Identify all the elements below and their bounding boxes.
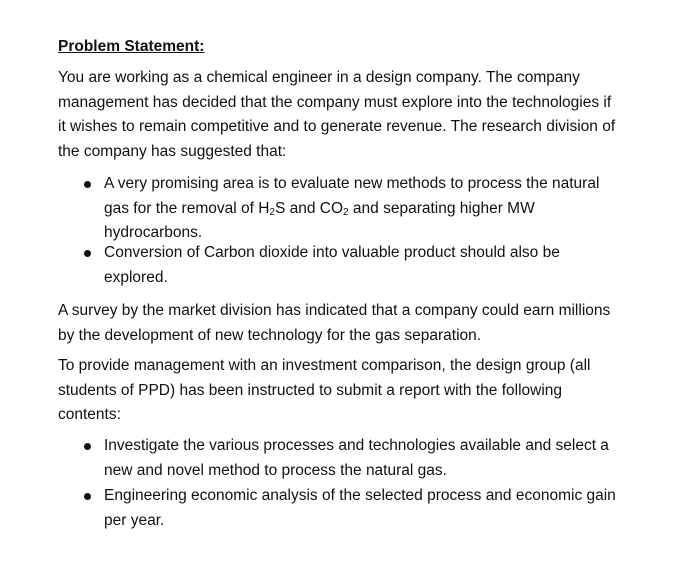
intro-line: it wishes to remain competitive and to generate revenue. The research division of xyxy=(58,118,616,135)
suggestion-line: explored. xyxy=(104,268,168,286)
investment-paragraph xyxy=(58,354,658,428)
bullet-dot xyxy=(84,443,91,450)
suggestion-item xyxy=(104,172,664,246)
survey-line: A survey by the market division has indicated that a company could earn millions xyxy=(58,302,611,319)
suggestion-line: hydrocarbons. xyxy=(104,224,203,241)
bullet-dot xyxy=(84,250,91,257)
contents-line: Investigate the various processes and technologies available and select a xyxy=(104,437,609,454)
intro-line: the company has suggested that: xyxy=(58,142,287,160)
survey-paragraph xyxy=(58,299,658,348)
contents-line: Engineering economic analysis of the selected process and economic gain xyxy=(104,487,616,504)
survey-line: by the development of new technology for the gas separation. xyxy=(58,326,482,344)
investment-line: To provide management with an investment comparison, the design group (all xyxy=(58,357,591,374)
contents-item xyxy=(104,434,664,483)
suggestion-line: A very promising area is to evaluate new methods to process the natural xyxy=(104,175,600,192)
contents-line: per year. xyxy=(104,511,165,529)
problem-statement-heading: Problem Statement: xyxy=(58,38,205,55)
intro-paragraph xyxy=(58,66,658,164)
bullet-dot xyxy=(84,181,91,188)
investment-line: students of PPD) has been instructed to submit a report with the following xyxy=(58,381,563,399)
suggestion-item xyxy=(104,241,664,290)
investment-line: contents: xyxy=(58,406,121,423)
bullet-dot xyxy=(84,493,91,500)
suggestion-line: gas for the removal of $H_2S$ and $CO_2$ and separating higher MW xyxy=(104,199,535,218)
suggestion-line: Conversion of Carbon dioxide into valuable product should also be xyxy=(104,244,560,261)
contents-item xyxy=(104,484,664,533)
contents-line: new and novel method to process the natural gas. xyxy=(104,461,447,479)
intro-line: You are working as a chemical engineer in a design company. The company xyxy=(58,69,580,86)
intro-line: management has decided that the company must explore into the technologies if xyxy=(58,93,612,111)
